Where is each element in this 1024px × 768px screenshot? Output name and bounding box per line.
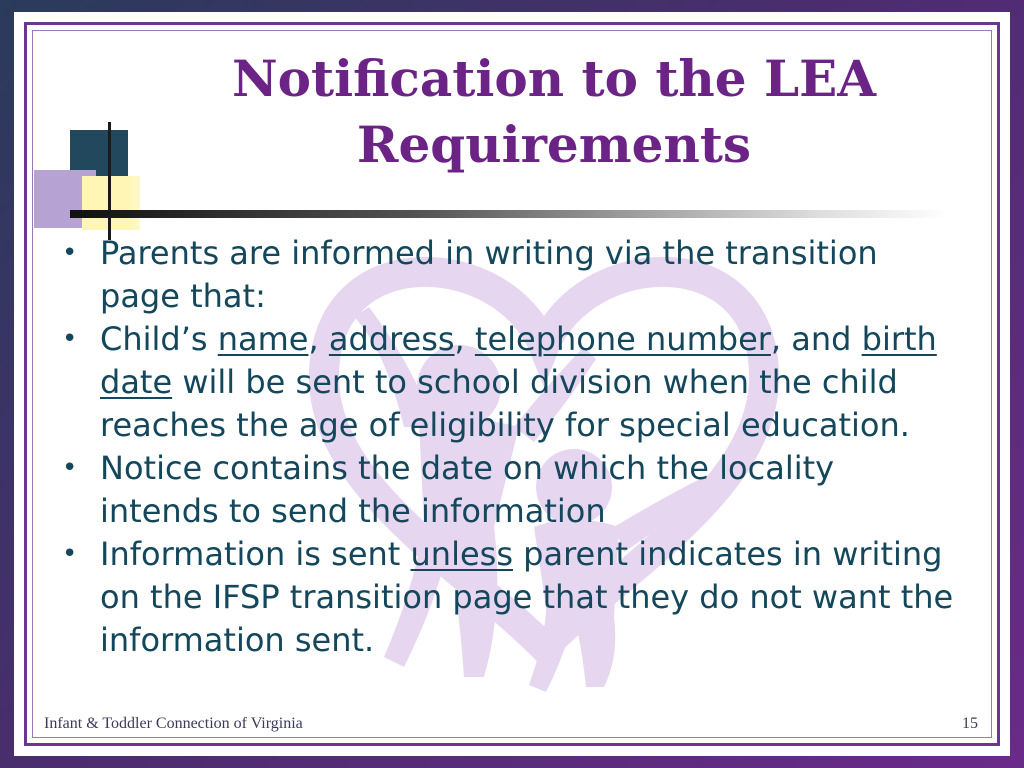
- slide-title-line-2: Requirements: [356, 115, 752, 174]
- slide: [14, 12, 1010, 756]
- bullet-text: Parents are informed in writing via the transition page that:: [100, 234, 878, 315]
- bullet-text: Notice contains the date on which the locality intends to send the information: [100, 449, 835, 530]
- underlined-text: birth date: [100, 320, 937, 401]
- bullet-text: will be sent to school division when the child reaches the age of eligibility for special education.: [100, 363, 910, 444]
- underlined-text: unless: [410, 535, 513, 573]
- slide-title-line-1: Notification to the LEA: [231, 49, 877, 108]
- bullet-text: ,: [454, 320, 475, 358]
- bullet-text: , and: [770, 320, 862, 358]
- bullet-item: [60, 232, 960, 318]
- bullet-text: Information is sent: [100, 535, 411, 573]
- slide-title: [144, 46, 964, 178]
- bullet-text: ,: [308, 320, 329, 358]
- bullet-text: Child’s: [100, 320, 218, 358]
- bullet-item: [60, 447, 960, 533]
- bullet-icon: •: [62, 539, 78, 569]
- bullet-icon: •: [62, 238, 78, 268]
- bullet-icon: •: [62, 324, 78, 354]
- bullet-text: parent indicates in writing on the IFSP transition page that they do not want the information sent.: [100, 535, 954, 659]
- bullet-item: [60, 318, 960, 447]
- page-number: 15: [962, 715, 978, 732]
- bullet-list: [60, 232, 960, 662]
- underlined-text: name: [217, 320, 309, 358]
- bullet-item: [60, 533, 960, 662]
- underlined-text: telephone number: [474, 320, 771, 358]
- bullet-icon: •: [62, 453, 78, 483]
- underlined-text: address: [328, 320, 455, 358]
- footer-organization: Infant & Toddler Connection of Virginia: [44, 715, 303, 732]
- title-divider: [70, 210, 950, 218]
